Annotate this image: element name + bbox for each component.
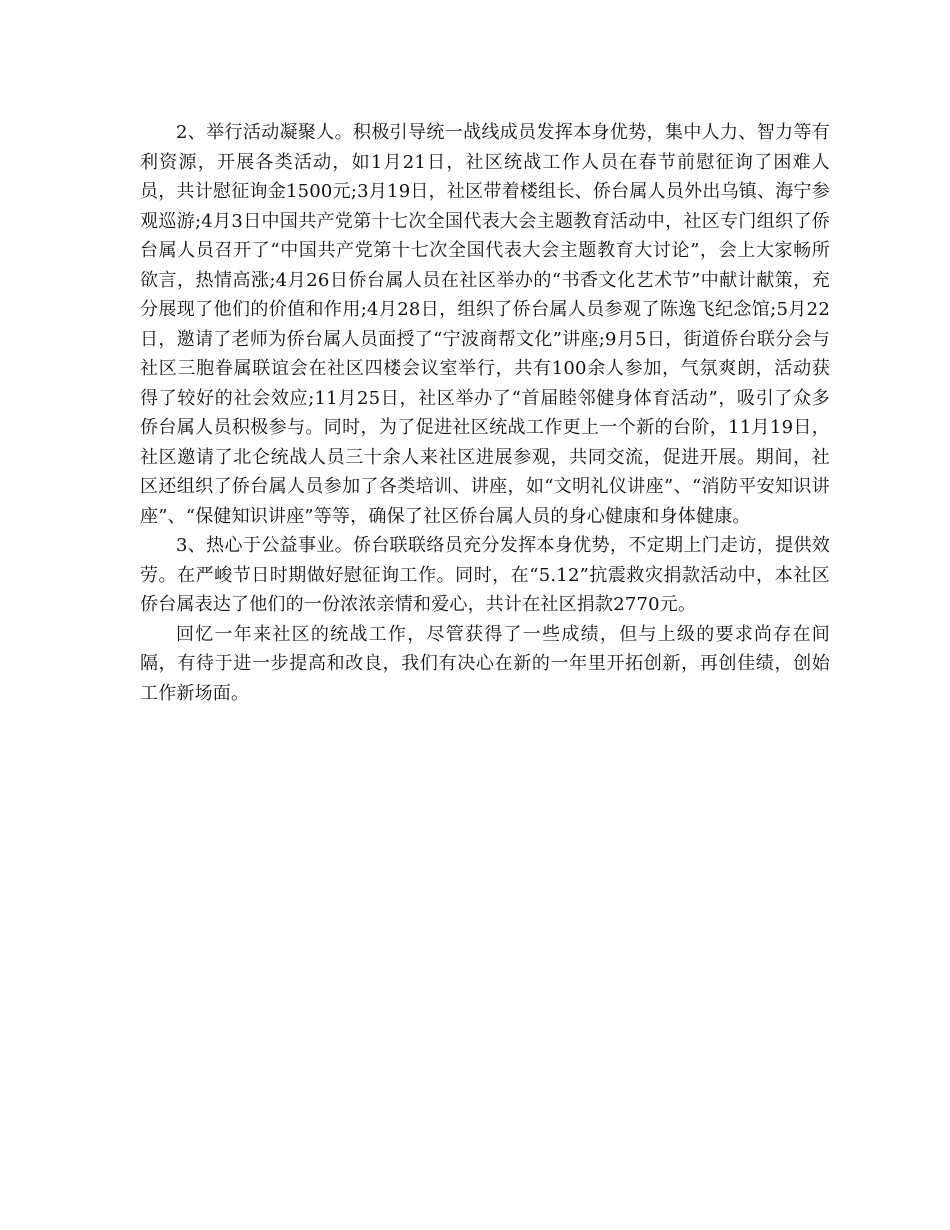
- paragraph-summary: 回忆一年来社区的统战工作，尽管获得了一些成绩，但与上级的要求尚存在间隔，有待于进一步提高和改良，我们有决心在新的一年里开拓创新，再创佳绩，创始工作新场面。: [140, 623, 830, 704]
- paragraph-public-welfare: 3、热心于公益事业。侨台联联络员充分发挥本身优势，不定期上门走访，提供效劳。在严峻节日时期做好慰征询工作。同时，在“5.12”抗震救灾捐款活动中，本社区侨台属表达了他们的一份浓浓亲情和爱心，共计在社区捐款2770元。: [140, 535, 830, 615]
- paragraph-activities: 2、举行活动凝聚人。积极引导统一战线成员发挥本身优势，集中人力、智力等有利资源，开展各类活动，如1月21日，社区统战工作人员在春节前慰征询了困难人员，共计慰征询金1500元;3月19日，社区带着楼组长、侨台属人员外出乌镇、海宁参观巡游;4月3日中国共产党第十七次全国代表大会主题教育活动中，社区专门组织了侨台属人员召开了“中国共产党第十七次全国代表大会主题教育大讨论”，会上大家畅所欲言，热情高涨;4月26日侨台属人员在社区举办的“书香文化艺术节”中献计献策，充分展现了他们的价值和作用;4月28日，组织了侨台属人员参观了陈逸飞纪念馆;5月22日，邀请了老师为侨台属人员面授了“宁波商帮文化”讲座;9月5日，街道侨台联分会与社区三胞眷属联谊会在社区四楼会议室举行，共有100余人参加，气氛爽朗，活动获得了较好的社会效应;11月25日，社区举办了“首届睦邻健身体育活动”，吸引了众多侨台属人员积极参与。同时，为了促进社区统战工作更上一个新的台阶，11月19日，社区邀请了北仑统战人员三十余人来社区进展参观，共同交流，促进开展。期间，社区还组织了侨台属人员参加了各类培训、讲座，如“文明礼仪讲座”、“消防平安知识讲座”、“保健知识讲座”等等，确保了社区侨台属人员的身心健康和身体健康。: [140, 122, 830, 527]
- document-body: [140, 118, 830, 708]
